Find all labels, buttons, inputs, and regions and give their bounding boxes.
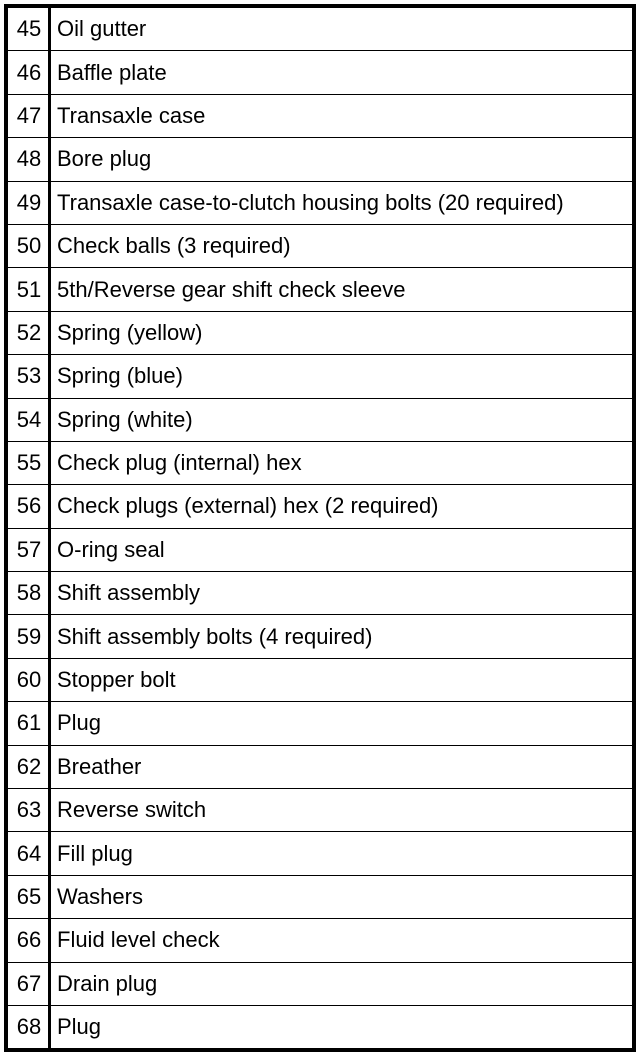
part-description: Spring (blue) xyxy=(50,355,635,398)
part-description: Fluid level check xyxy=(50,919,635,962)
part-description: Shift assembly xyxy=(50,572,635,615)
part-description: Drain plug xyxy=(50,962,635,1005)
part-number: 47 xyxy=(6,94,50,137)
part-description: Washers xyxy=(50,875,635,918)
table-row xyxy=(6,1005,634,1050)
part-description: Transaxle case-to-clutch housing bolts (20 required) xyxy=(50,181,635,224)
table-row xyxy=(6,615,634,658)
table-row xyxy=(6,962,634,1005)
part-description: Check plugs (external) hex (2 required) xyxy=(50,485,635,528)
part-description: Check balls (3 required) xyxy=(50,224,635,267)
part-number: 64 xyxy=(6,832,50,875)
table-row xyxy=(6,658,634,701)
part-description: Spring (yellow) xyxy=(50,311,635,354)
part-description: Transaxle case xyxy=(50,94,635,137)
part-number: 50 xyxy=(6,224,50,267)
table-row xyxy=(6,94,634,137)
part-description: Check plug (internal) hex xyxy=(50,441,635,484)
part-description: Plug xyxy=(50,702,635,745)
part-number: 55 xyxy=(6,441,50,484)
table-row xyxy=(6,919,634,962)
part-description: Spring (white) xyxy=(50,398,635,441)
table-row xyxy=(6,6,634,51)
part-number: 67 xyxy=(6,962,50,1005)
part-description: Baffle plate xyxy=(50,51,635,94)
part-number: 54 xyxy=(6,398,50,441)
part-number: 61 xyxy=(6,702,50,745)
part-description: Bore plug xyxy=(50,138,635,181)
table-row xyxy=(6,745,634,788)
part-number: 56 xyxy=(6,485,50,528)
part-description: Oil gutter xyxy=(50,6,635,51)
table-row xyxy=(6,311,634,354)
part-number: 45 xyxy=(6,6,50,51)
table-row xyxy=(6,485,634,528)
part-number: 57 xyxy=(6,528,50,571)
part-number: 46 xyxy=(6,51,50,94)
part-number: 53 xyxy=(6,355,50,398)
table-row xyxy=(6,702,634,745)
part-number: 62 xyxy=(6,745,50,788)
table-row xyxy=(6,181,634,224)
part-number: 52 xyxy=(6,311,50,354)
part-number: 66 xyxy=(6,919,50,962)
table-row xyxy=(6,51,634,94)
part-number: 59 xyxy=(6,615,50,658)
part-description: Reverse switch xyxy=(50,789,635,832)
parts-legend-body xyxy=(6,6,634,1050)
part-number: 48 xyxy=(6,138,50,181)
part-number: 49 xyxy=(6,181,50,224)
table-row xyxy=(6,528,634,571)
table-row xyxy=(6,138,634,181)
table-row xyxy=(6,268,634,311)
part-number: 65 xyxy=(6,875,50,918)
table-row xyxy=(6,398,634,441)
part-description: Fill plug xyxy=(50,832,635,875)
table-row xyxy=(6,224,634,267)
part-description: Plug xyxy=(50,1005,635,1050)
part-description: Stopper bolt xyxy=(50,658,635,701)
table-row xyxy=(6,832,634,875)
part-description: O-ring seal xyxy=(50,528,635,571)
table-row xyxy=(6,572,634,615)
part-number: 68 xyxy=(6,1005,50,1050)
table-row xyxy=(6,875,634,918)
part-number: 60 xyxy=(6,658,50,701)
table-row xyxy=(6,789,634,832)
table-row xyxy=(6,355,634,398)
part-description: Shift assembly bolts (4 required) xyxy=(50,615,635,658)
parts-legend-table xyxy=(4,4,636,1052)
part-number: 51 xyxy=(6,268,50,311)
part-number: 58 xyxy=(6,572,50,615)
part-description: 5th/Reverse gear shift check sleeve xyxy=(50,268,635,311)
part-number: 63 xyxy=(6,789,50,832)
table-row xyxy=(6,441,634,484)
part-description: Breather xyxy=(50,745,635,788)
